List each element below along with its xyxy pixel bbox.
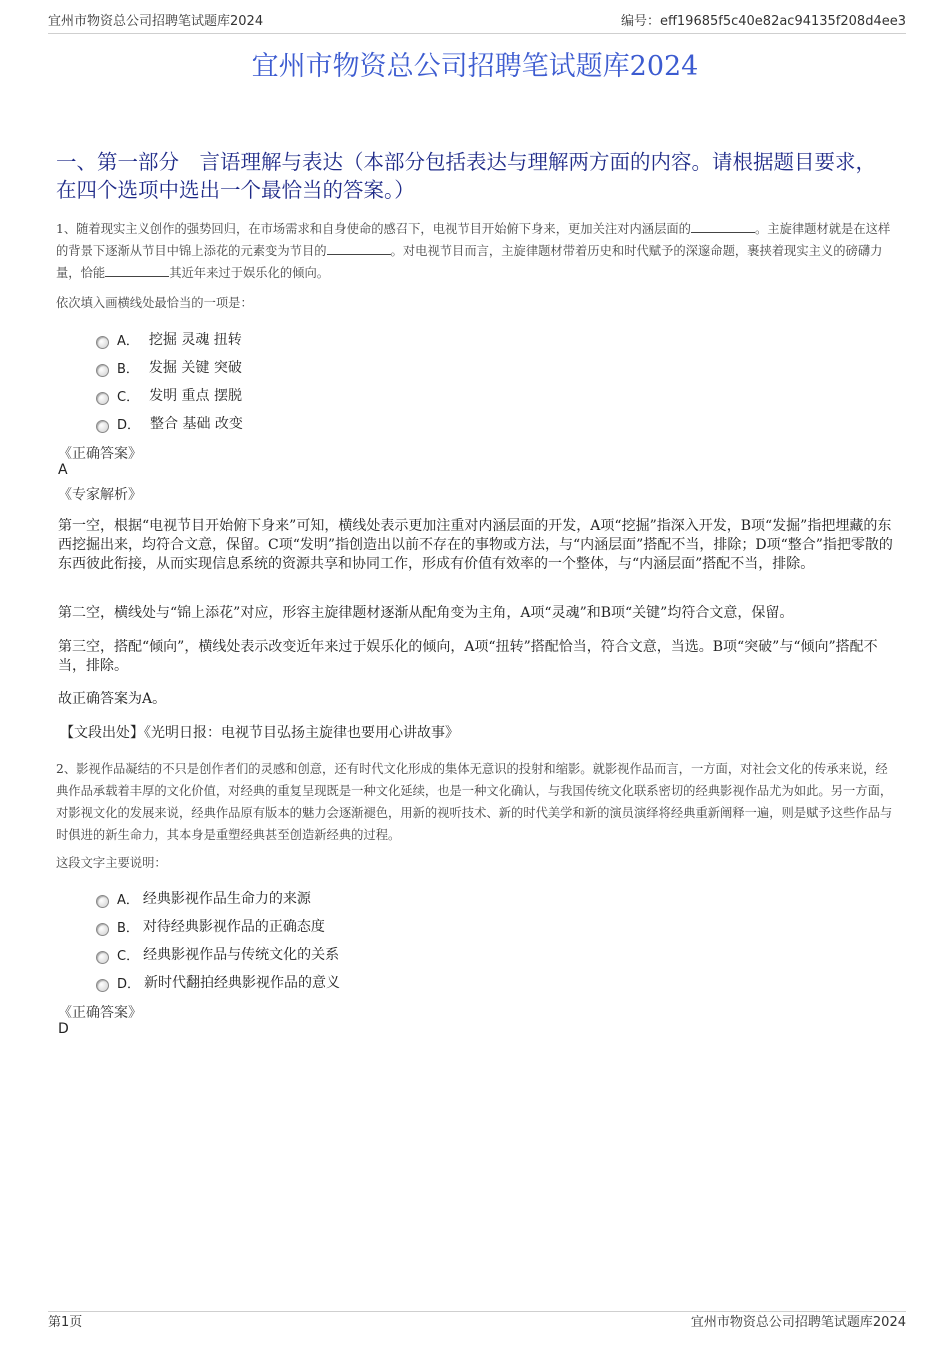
answer-label-2: 《正确答案》	[58, 1005, 142, 1021]
option-b[interactable]	[96, 353, 243, 381]
option-letter: B．	[117, 361, 139, 377]
radio-icon[interactable]	[96, 364, 109, 377]
option-letter: A．	[117, 333, 139, 349]
option-letter: D．	[117, 417, 141, 433]
analysis-para-1: 第一空，根据“电视节目开始俯下身来”可知，横线处表示更加注重对内涵层面的开发，A项“挖掘”指深入开发，B项“发掘”指把埋藏的东西挖掘出来，均符合文意，保留。C项“发明”指创造出以前不存在的事物或方法，与“内涵层面”搭配不当，排除；D项“整合”指把零散的东西彼此衔接，从而实现信息系统的资源共享和协同工作，形成有价值有效率的一个整体，与“内涵层面”搭配不当，排除。	[58, 518, 893, 572]
radio-icon[interactable]	[96, 979, 109, 992]
option-letter: C．	[117, 948, 140, 964]
section-heading: 一、第一部分 言语理解与表达（本部分包括表达与理解两方面的内容。请根据题目要求，在四个选项中选出一个最恰当的答案。）	[56, 150, 876, 202]
radio-icon[interactable]	[96, 895, 109, 908]
q1-part-1: 1、随着现实主义创作的强势回归，在市场需求和自身使命的感召下，电视节目开始俯下身来，更加关注对内涵层面的	[56, 222, 691, 236]
option-text: 对待经典影视作品的正确态度	[142, 919, 325, 935]
page-footer	[48, 1311, 906, 1334]
option-text: 经典影视作品生命力的来源	[142, 891, 311, 907]
option-text: 新时代翻拍经典影视作品的意义	[144, 975, 341, 991]
q1-part-3: 。对电视节目而言，主旋律题材带着历史和时代赋予的深邃命题，裹挟着现实主义的磅礴力量，恰能	[56, 244, 883, 280]
page-header	[48, 13, 906, 34]
blank-2	[327, 242, 391, 255]
header-doc-id: 编号：eff19685f5c40e82ac94135f208d4ee3	[620, 14, 906, 29]
question-2-options	[96, 884, 340, 996]
option-text: 经典影视作品与传统文化的关系	[143, 947, 340, 963]
blank-1	[691, 220, 755, 233]
option-text: 发明 重点 摆脱	[149, 388, 242, 404]
page-number: 第1页	[48, 1315, 83, 1330]
radio-icon[interactable]	[96, 420, 109, 433]
option-c[interactable]	[96, 381, 243, 409]
option-d[interactable]	[96, 409, 243, 437]
option-c[interactable]	[96, 940, 340, 968]
answer-label-1: 《正确答案》	[58, 446, 142, 462]
question-1-text	[56, 218, 896, 284]
option-b[interactable]	[96, 912, 340, 940]
analysis-conclusion: 故正确答案为A。	[58, 691, 167, 707]
radio-icon[interactable]	[96, 951, 109, 964]
answer-2: D	[58, 1021, 69, 1037]
option-text: 挖掘 灵魂 扭转	[148, 332, 242, 348]
q1-part-4: 其近年来过于娱乐化的倾向。	[169, 266, 330, 280]
analysis-para-2: 第二空，横线处与“锦上添花”对应，形容主旋律题材逐渐从配角变为主角，A项“灵魂”和B项“关键”均符合文意，保留。	[58, 605, 794, 621]
source-citation: 【文段出处】《光明日报：电视节目弘扬主旋律也要用心讲故事》	[60, 725, 459, 741]
option-text: 整合 基础 改变	[150, 416, 243, 432]
question-2-text: 2、影视作品凝结的不只是创作者们的灵感和创意，还有时代文化形成的集体无意识的投射和缩影。就影视作品而言，一方面，对社会文化的传承来说，经典作品承载着丰厚的文化价值，对经典的重复呈现既是一种文化延续，也是一种文化确认，与我国传统文化联系密切的经典影视作品尤为如此。另一方面，对影视文化的发展来说，经典作品原有版本的魅力会逐渐褪色，用新的视听技术、新的时代美学和新的演员演绎将经典重新阐释一遍，则是赋予这些作品与时俱进的新生命力，其本身是重塑经典甚至创造新经典的过程。	[56, 762, 893, 842]
radio-icon[interactable]	[96, 336, 109, 349]
answer-1: A	[58, 462, 68, 478]
question-2-prompt: 这段文字主要说明：	[56, 856, 167, 870]
page-title: 宜州市物资总公司招聘笔试题库2024	[251, 51, 699, 82]
option-d[interactable]	[96, 968, 340, 996]
question-1-options	[96, 325, 243, 437]
option-letter: D．	[117, 976, 141, 992]
radio-icon[interactable]	[96, 923, 109, 936]
option-letter: A．	[117, 892, 139, 908]
analysis-label: 《专家解析》	[58, 487, 142, 503]
q1-part-2: 。主旋律题材就是在这样的背景下逐渐从节目中锦上添花的元素变为节目的	[56, 222, 891, 258]
radio-icon[interactable]	[96, 392, 109, 405]
option-letter: C．	[117, 389, 140, 405]
analysis-para-3: 第三空，搭配“倾向”，横线处表示改变近年来过于娱乐化的倾向，A项“扭转”搭配恰当，符合文意，当选。B项“突破”与“倾向”搭配不当，排除。	[58, 639, 878, 674]
footer-doc-title: 宜州市物资总公司招聘笔试题库2024	[690, 1315, 906, 1330]
blank-3	[105, 264, 169, 277]
question-1-prompt: 依次填入画横线处最恰当的一项是：	[56, 296, 253, 310]
option-a[interactable]	[96, 884, 340, 912]
header-doc-title: 宜州市物资总公司招聘笔试题库2024	[48, 14, 264, 29]
option-text: 发掘 关键 突破	[148, 360, 242, 376]
option-letter: B．	[117, 920, 139, 936]
option-a[interactable]	[96, 325, 243, 353]
